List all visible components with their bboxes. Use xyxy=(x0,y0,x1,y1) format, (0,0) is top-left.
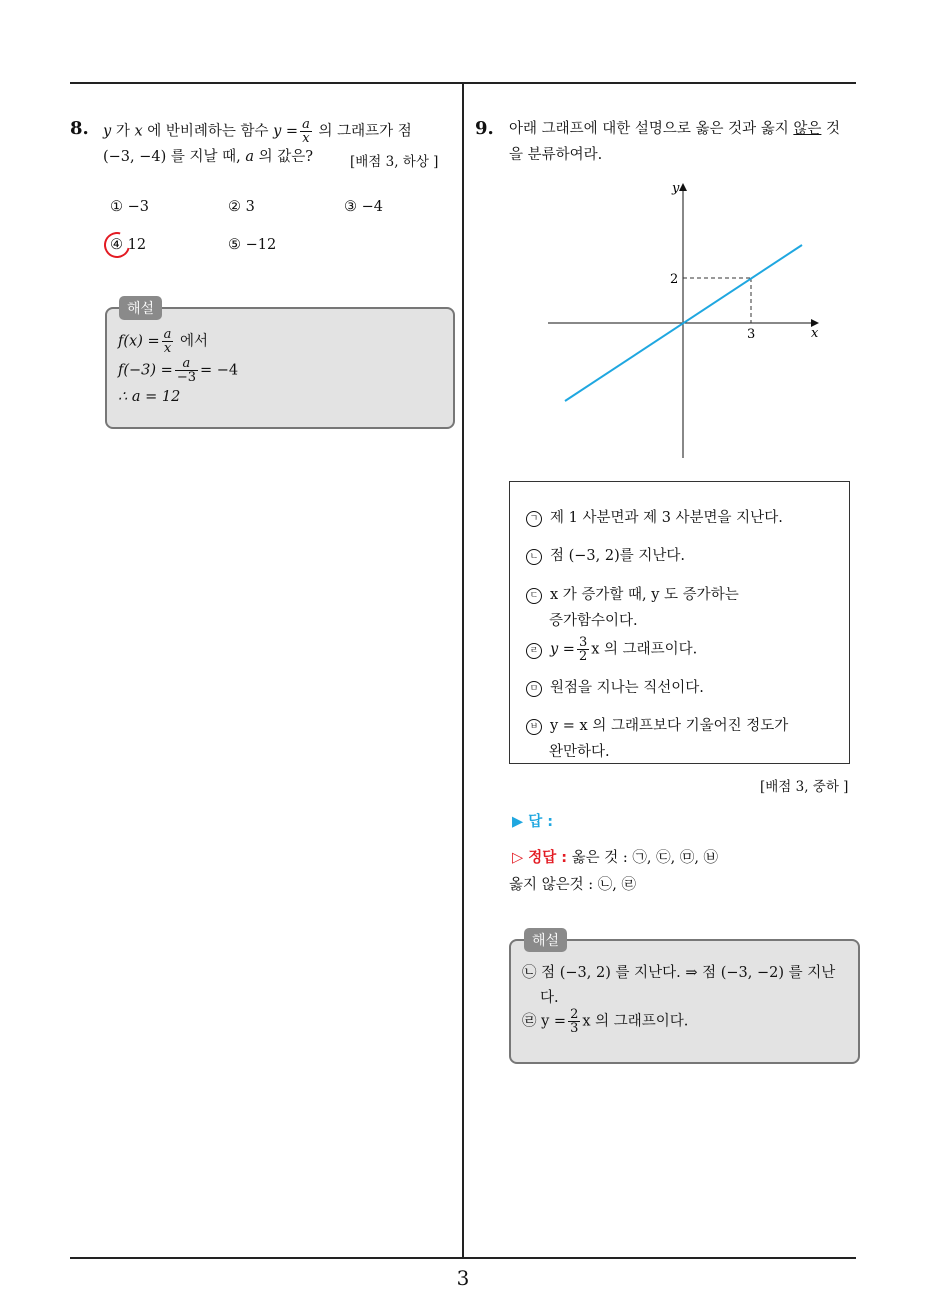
wrong-answer-line: 옳지 않은것 : ㉡, ㉣ xyxy=(509,877,636,893)
q9-score: [배점 3, 중하 ] xyxy=(760,779,849,795)
q9-number: 9. xyxy=(475,118,494,139)
q8-score: [배점 3, 하상 ] xyxy=(350,154,439,170)
statement-4: ㄹ y = $\frac{3}{2}$ x 의 그래프이다. xyxy=(526,636,697,663)
q8-choice-4[interactable]: ④ 12 xyxy=(110,237,147,253)
q8-solution-tag: 해설 xyxy=(119,296,162,320)
statement-5: ㅁ 원점을 지나는 직선이다. xyxy=(526,675,704,701)
selected-answer-circle xyxy=(99,227,135,263)
q9-graph xyxy=(540,175,830,465)
statement-3: ㄷ x 가 증가할 때, y 도 증가하는 증가함수이다. xyxy=(526,582,739,634)
q8-choice-5[interactable]: ⑤ −12 xyxy=(228,237,277,253)
answer-label: ▶ 답 : xyxy=(512,814,554,830)
q8-choice-1[interactable]: ① −3 xyxy=(110,199,149,215)
q8-choice-3[interactable]: ③ −4 xyxy=(344,199,383,215)
statement-2: ㄴ 점 (−3, 2)를 지난다. xyxy=(526,543,685,569)
correct-answer-line: ▷ 정답 : 옳은 것 : ㉠, ㉢, ㉤, ㉥ xyxy=(512,850,719,866)
tick-label-x: 3 xyxy=(747,327,756,342)
statement-1: ㄱ 제 1 사분면과 제 3 사분면을 지난다. xyxy=(526,505,783,531)
q9-solution-line2: ㉣ y = $\frac{2}{3}$ x 의 그래프이다. xyxy=(522,1007,689,1036)
x-axis-label: x xyxy=(811,326,819,341)
q8-fraction: $\frac{a}{x}$ xyxy=(302,117,310,146)
q8-solution-line2: f(−3) = $\frac{a}{-3}$ = −4 xyxy=(118,356,239,385)
q8-solution-line3: ∴ a = 12 xyxy=(118,389,181,405)
q8-number: 8. xyxy=(70,118,89,139)
column-divider xyxy=(462,84,464,1258)
q9-solution-line1b: 다. xyxy=(540,990,559,1006)
bottom-rule xyxy=(70,1257,856,1259)
q9-solution-box xyxy=(509,939,860,1064)
q9-line1: 아래 그래프에 대한 설명으로 옳은 것과 옳지 않은 것 xyxy=(509,121,841,137)
q9-line2: 을 분류하여라. xyxy=(509,147,603,163)
statement-6: ㅂ y = x 의 그래프보다 기울어진 정도가 완만하다. xyxy=(526,713,788,765)
y-axis-label: y xyxy=(672,181,680,196)
tick-label-y: 2 xyxy=(670,272,679,287)
q8-solution-line1: f(x) = $\frac{a}{x}$ 에서 xyxy=(118,327,209,356)
q9-solution-tag: 해설 xyxy=(524,928,567,952)
q8-choice-2[interactable]: ② 3 xyxy=(228,199,255,215)
q8-line1: y 가 x 에 반비례하는 함수 y = $\frac{a}{x}$ 의 그래프가 점 xyxy=(103,117,412,146)
q9-solution-line1: ㉡ 점 (−3, 2) 를 지난다. ⇒ 점 (−3, −2) 를 지난 xyxy=(522,965,836,981)
q8-line2: (−3, −4) 를 지날 때, a 의 값은? xyxy=(103,149,314,165)
page-number: 3 xyxy=(456,1266,470,1290)
